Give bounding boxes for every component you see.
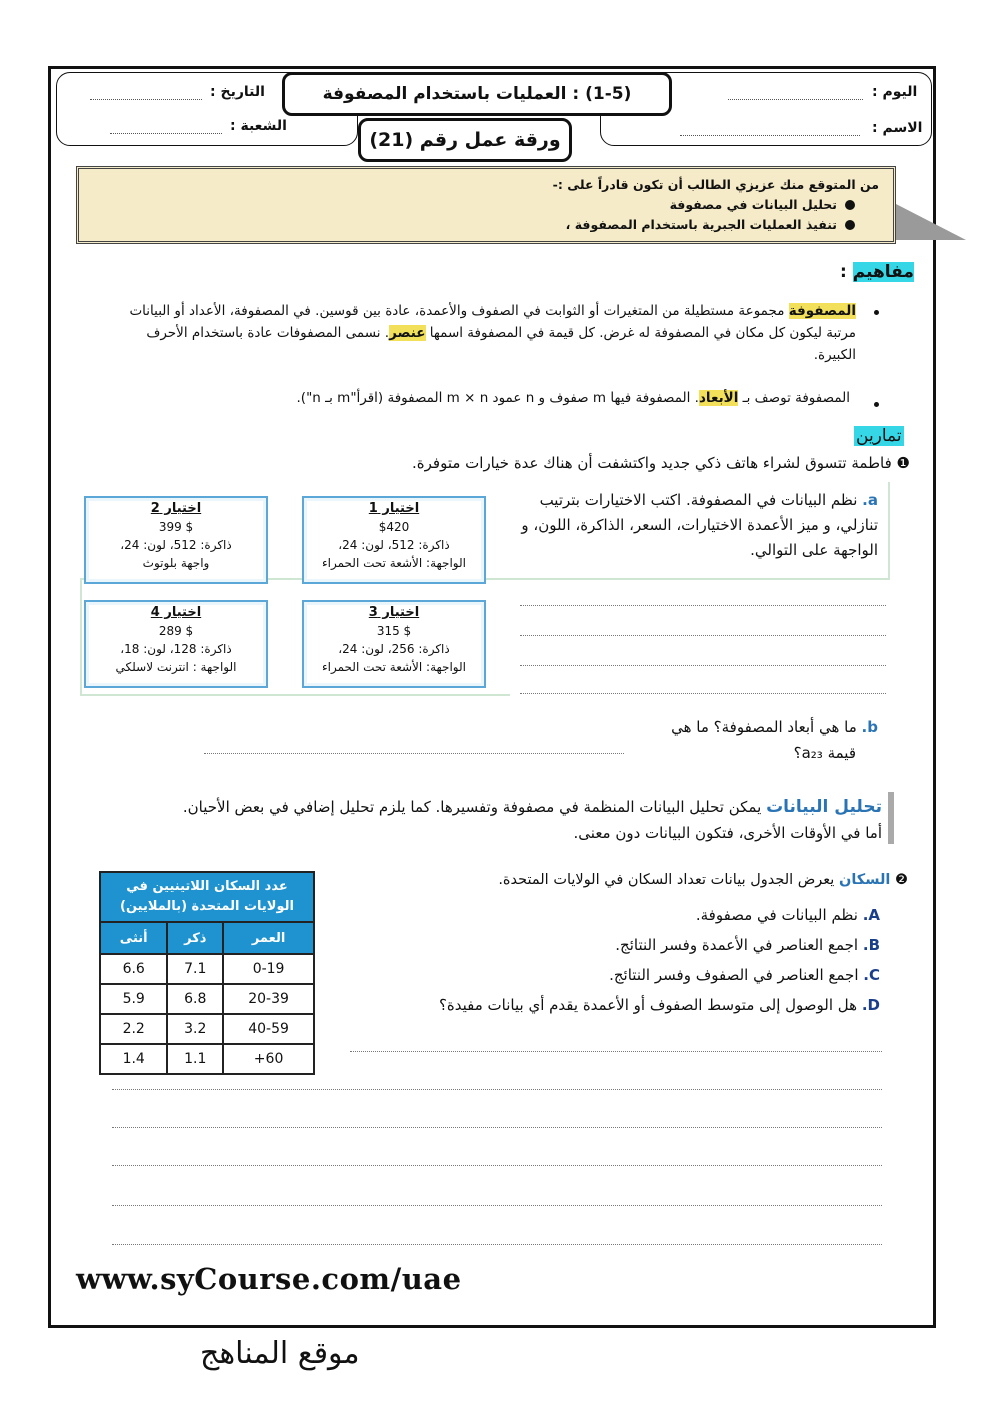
section-field[interactable] — [110, 132, 222, 134]
analysis-paragraph: تحليل البيانات يمكن تحليل البيانات المنظمة في مصفوفة وتفسيرها. كما يلزم تحليل إضافي في بعض الأحيان. أما في الأوقات الأخرى، فتكون البيانات دون معنى. — [182, 797, 882, 842]
term-element: عنصر — [389, 325, 426, 341]
answer-line[interactable] — [204, 752, 624, 754]
question-1a: a. نظم البيانات في المصفوفة. اكتب الاختيارات بترتيب تنازلي، و ميز الأعمدة الاختيارات، السعر، الذاكرة، اللون، و الواجهة على التوالي. — [521, 491, 878, 559]
table-title: عدد السكان اللاتينيين في الولايات المتحدة (بالملايين) — [100, 872, 314, 922]
question-1: ❶ فاطمة تتسوق لشراء هاتف ذكي جديد واكتشفت أن هناك عدة خيارات متوفرة. — [412, 454, 910, 472]
table-row: 20-39 6.8 5.9 — [100, 984, 314, 1014]
concepts-heading: مفاهيم : — [840, 262, 914, 282]
page-curl-triangle — [896, 204, 966, 240]
objectives-box — [76, 166, 896, 244]
question-2: ❷ السكان يعرض الجدول بيانات تعداد السكان في الولايات المتحدة. — [498, 872, 908, 888]
objectives-intro: من المتوقع منك عزيزي الطالب أن تكون قادراً على :- — [552, 177, 879, 192]
term-matrix: المصفوفة — [788, 303, 856, 319]
column-header: أنثى — [100, 922, 167, 954]
date-field[interactable] — [90, 98, 202, 100]
footer-url[interactable]: www.syCourse.com/uae — [76, 1262, 462, 1296]
bullet-icon — [874, 402, 879, 407]
day-label: اليوم : — [872, 84, 918, 100]
section-label: الشعبة : — [230, 118, 287, 134]
exercises-heading: تمارين — [856, 426, 902, 446]
option-card-2: اختيار 2 $ 399 ذاكرة: 512، لون: 24، واجهة بلوتوث — [84, 496, 268, 584]
table-row: 0-19 7.1 6.6 — [100, 954, 314, 984]
table-row: 40-59 3.2 2.2 — [100, 1014, 314, 1044]
option-card-4: اختيار 4 $ 289 ذاكرة: 128، لون: 18، الواجهة : انترنت لاسلكي — [84, 600, 268, 688]
answer-line[interactable] — [520, 604, 886, 606]
name-label: الاسم : — [872, 120, 923, 136]
answer-line[interactable] — [350, 1050, 882, 1052]
day-field[interactable] — [728, 98, 863, 100]
answer-line[interactable] — [112, 1088, 882, 1090]
term-dimensions: الأبعاد — [698, 390, 739, 406]
answer-line[interactable] — [520, 664, 886, 666]
population-table — [99, 871, 315, 1075]
q2-item-b: B. اجمع العناصر في الأعمدة وفسر النتائج. — [615, 936, 880, 954]
option-card-3: اختيار 3 $ 315 ذاكرة: 256، لون: 24، الواجهة: الأشعة تحت الحمراء — [302, 600, 486, 688]
concept-bullet-1: المصفوفة مجموعة مستطيلة من المتغيرات أو الثوابت في الصفوف والأعمدة، عادة بين قوسين. في المصفوفة، الأعداد أو البيانات مرتبة ليكون كل مكان في المصفوفة له غرض. كل قيمة في المصفوفة اسمها عنصر. نسمى المصفوفات عادة باستخدام الأحرف الكبيرة. — [129, 303, 856, 363]
option-card-1: اختيار 1 $420 ذاكرة: 512، لون: 24، الواجهة: الأشعة تحت الحمراء — [302, 496, 486, 584]
worksheet-title: ورقة عمل رقم (21) — [358, 118, 572, 162]
answer-line[interactable] — [520, 692, 886, 694]
column-header: ذكر — [167, 922, 223, 954]
answer-line[interactable] — [112, 1126, 882, 1128]
answer-line[interactable] — [112, 1164, 882, 1166]
q2-item-a: A. نظم البيانات في مصفوفة. — [695, 906, 880, 924]
bullet-icon — [845, 200, 855, 210]
question-1b: b. ما هي أبعاد المصفوفة؟ ما هي قيمة a₂₃؟ — [671, 718, 878, 762]
table-row: 60+ 1.1 1.4 — [100, 1044, 314, 1074]
objective-item: تحليل البيانات في مصفوفة — [93, 195, 879, 215]
concept-bullet-2: المصفوفة توصف بـ الأبعاد. المصفوفة فيها m صفوف و n عمود m × n المصفوفة (اقرأ"m بـ n"). — [296, 390, 850, 406]
bullet-icon — [845, 220, 855, 230]
analysis-term: تحليل البيانات — [766, 797, 882, 817]
question-2-items — [330, 900, 880, 1020]
lesson-title: (1-5) : العمليات باستخدام المصفوفة — [282, 72, 672, 116]
analysis-bar — [888, 792, 894, 844]
column-header: العمر — [223, 922, 314, 954]
q2-item-c: C. اجمع العناصر في الصفوف وفسر النتائج. — [609, 966, 880, 984]
answer-line[interactable] — [112, 1204, 882, 1206]
answer-line[interactable] — [112, 1243, 882, 1245]
name-field[interactable] — [680, 134, 860, 136]
q2-item-d: D. هل الوصول إلى متوسط الصفوف أو الأعمدة يقدم أي بيانات مفيدة؟ — [438, 996, 880, 1014]
date-label: التاريخ : — [210, 84, 265, 100]
objective-item: تنفيذ العمليات الجبرية باستخدام المصفوفة ، — [93, 215, 879, 235]
bullet-icon — [874, 310, 879, 315]
answer-line[interactable] — [520, 634, 886, 636]
page-frame — [48, 66, 936, 1328]
site-name: موقع المناهج — [200, 1336, 360, 1371]
